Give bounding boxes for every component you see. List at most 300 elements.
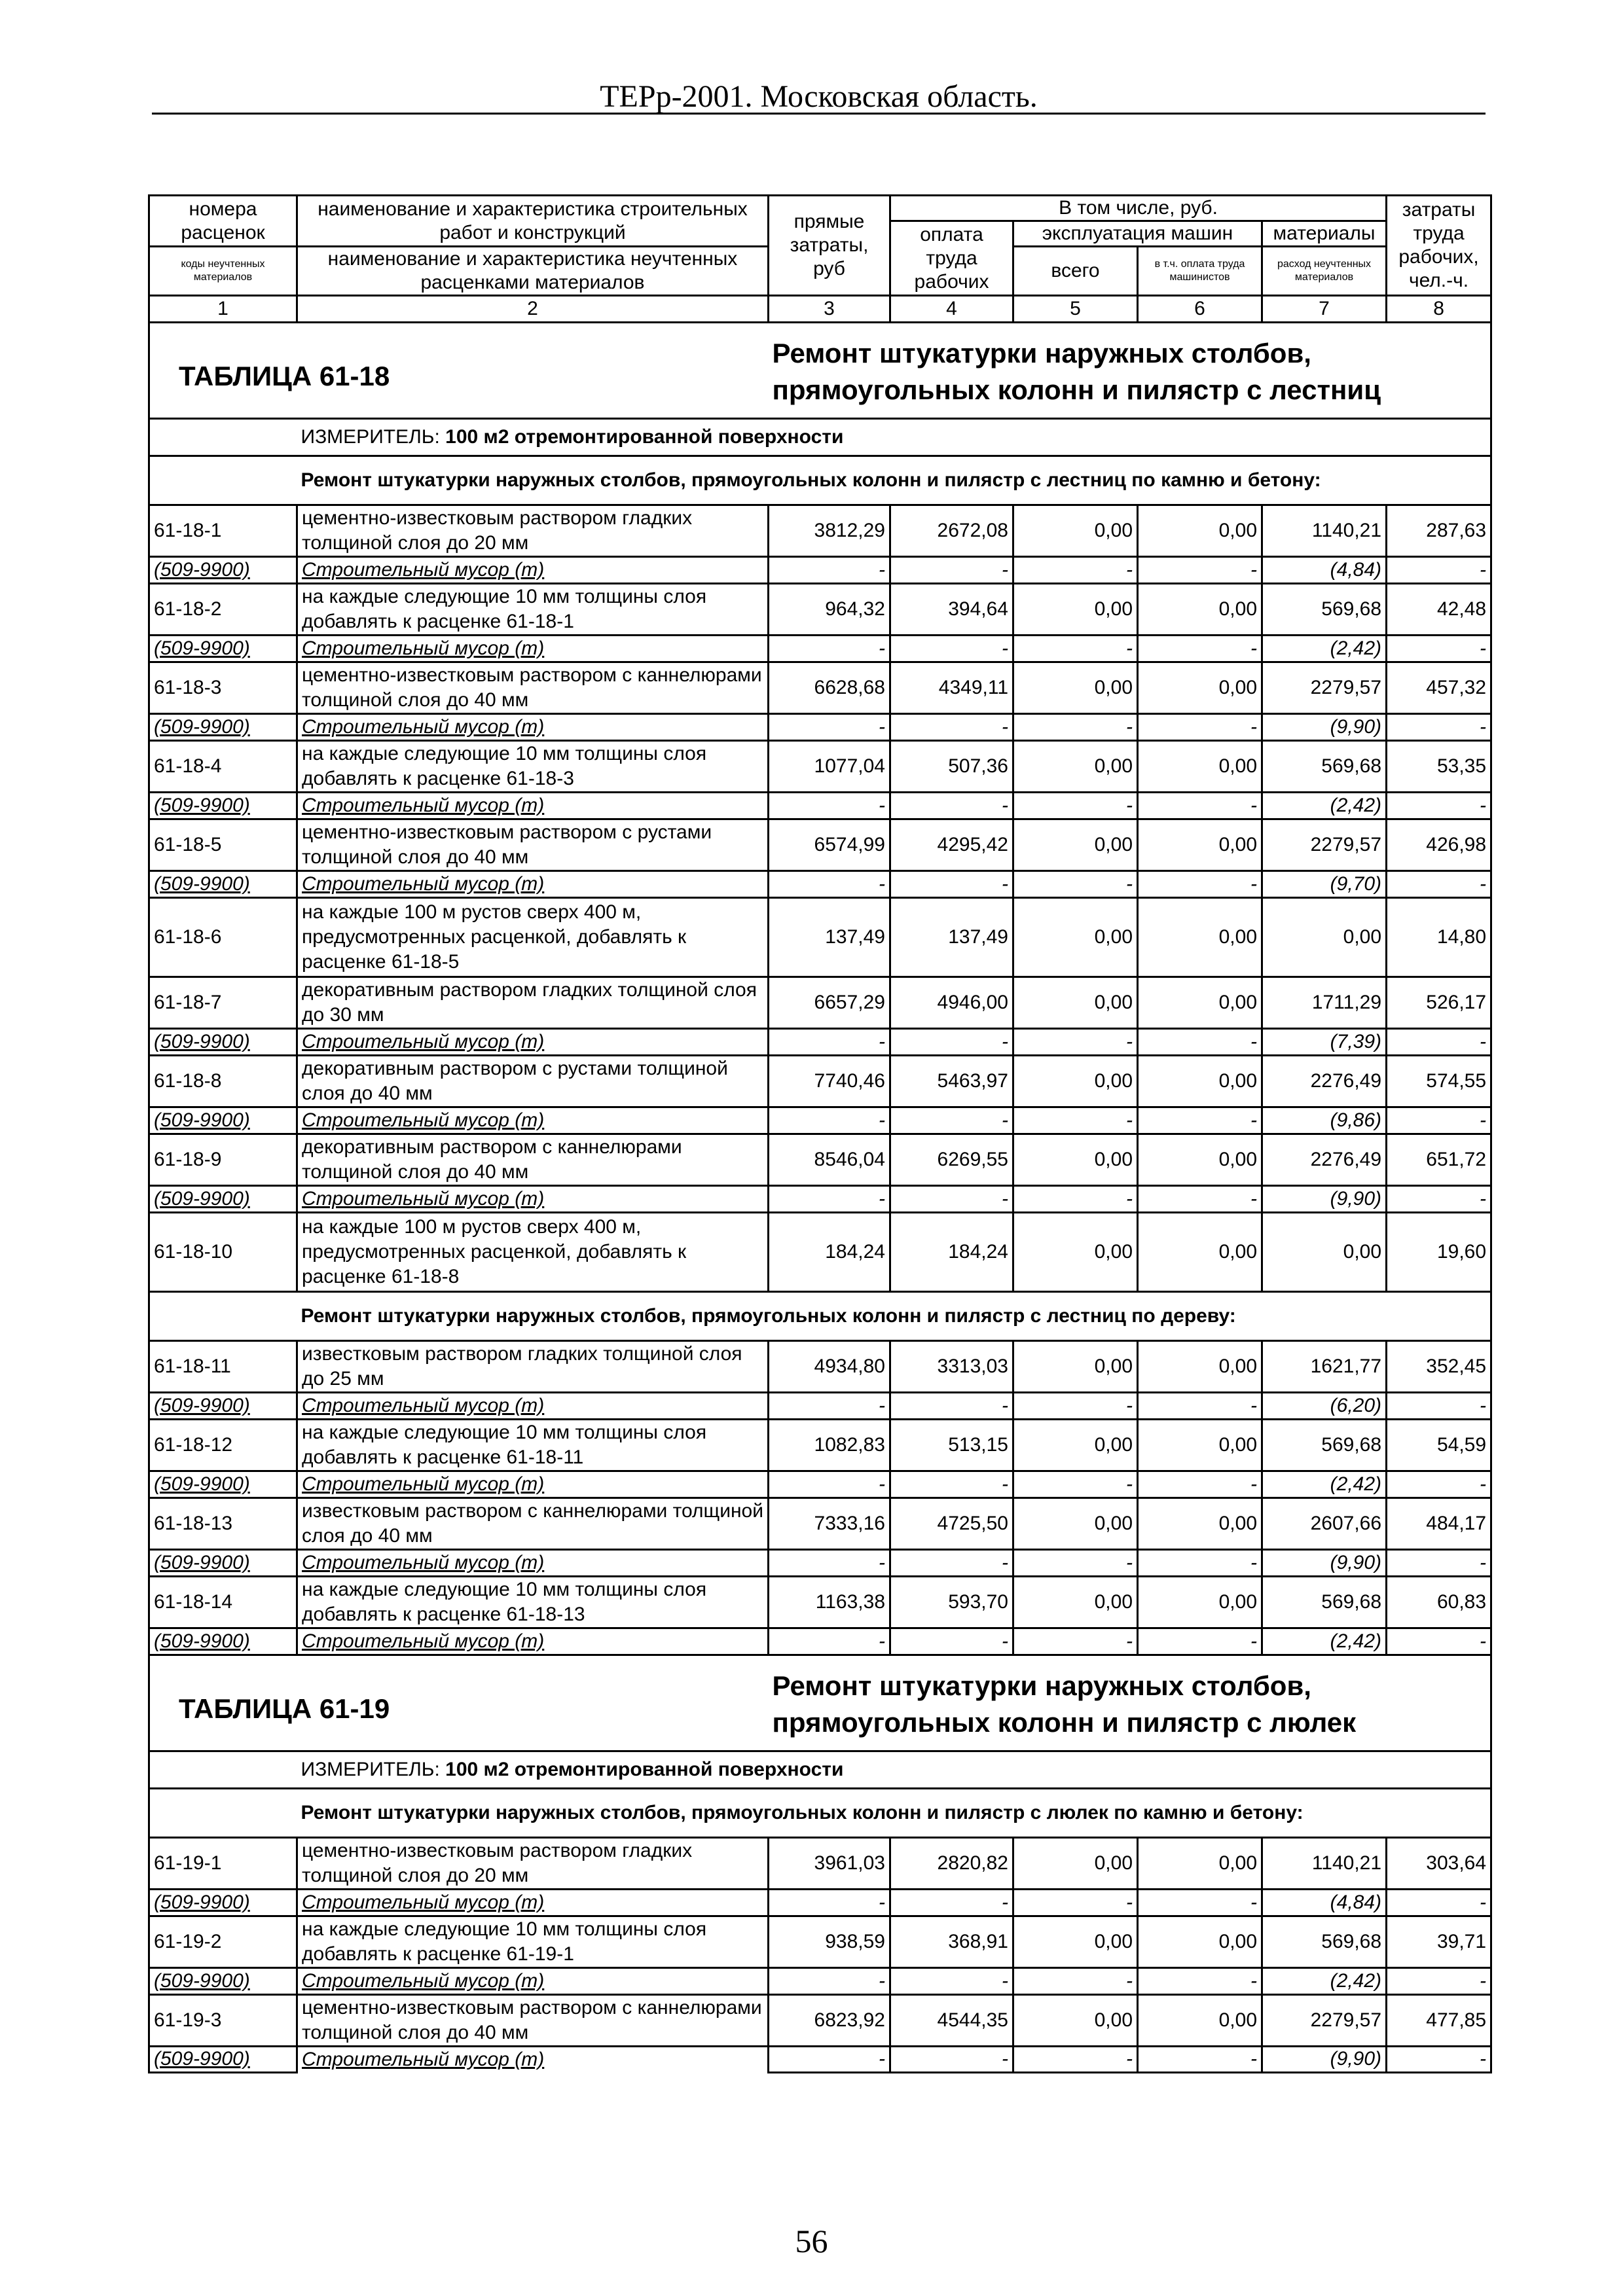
rate-name: на каждые следующие 10 мм толщины слоя добавлять к расценке 61-18-13 [297, 1577, 769, 1628]
measure-value: 100 м2 отремонтированной поверхности [445, 426, 844, 448]
dash-cell: - [1138, 636, 1262, 662]
labor-hours: 19,60 [1387, 1213, 1491, 1292]
rate-row [149, 1056, 1491, 1107]
material-row [149, 636, 1491, 662]
machinist-pay: 0,00 [1138, 819, 1262, 871]
machines-total: 0,00 [1013, 1916, 1138, 1968]
table-number-title: ТАБЛИЦА 61-19 [149, 1655, 769, 1751]
rate-code: 61-18-2 [149, 584, 297, 636]
worker-pay: 4725,50 [890, 1498, 1013, 1550]
header-machinist-pay: в т.ч. оплата труда машинистов [1138, 247, 1262, 296]
rate-row [149, 819, 1491, 871]
group-spacer [149, 1292, 297, 1341]
worker-pay: 137,49 [890, 898, 1013, 977]
dash-cell: - [1013, 714, 1138, 741]
dash-cell: - [1013, 871, 1138, 898]
rate-code: 61-18-1 [149, 505, 297, 557]
material-code: (509-9900) [149, 1471, 297, 1498]
material-name: Строительный мусор (т) [297, 1628, 769, 1655]
material-code: (509-9900) [149, 1550, 297, 1577]
material-name: Строительный мусор (т) [297, 636, 769, 662]
direct-costs: 1163,38 [769, 1577, 890, 1628]
material-name: Строительный мусор (т) [297, 1186, 769, 1213]
dash-cell: - [1013, 1890, 1138, 1916]
dash-cell: - [890, 1471, 1013, 1498]
direct-costs: 6628,68 [769, 662, 890, 714]
labor-hours: 484,17 [1387, 1498, 1491, 1550]
rate-name: цементно-известковым раствором с каннелюрами толщиной слоя до 40 мм [297, 1995, 769, 2047]
rate-code: 61-18-9 [149, 1134, 297, 1186]
rate-row [149, 898, 1491, 977]
group-heading-row [149, 1789, 1491, 1838]
material-code: (509-9900) [149, 1890, 297, 1916]
rate-code: 61-18-11 [149, 1341, 297, 1393]
dash-cell: - [769, 1550, 890, 1577]
dash-cell: - [1013, 1628, 1138, 1655]
rate-row [149, 1995, 1491, 2047]
dash-cell: - [769, 793, 890, 819]
machinist-pay: 0,00 [1138, 741, 1262, 793]
header-including: В том числе, руб. [890, 196, 1387, 221]
page-number: 56 [795, 2223, 828, 2259]
table-number-title: ТАБЛИЦА 61-18 [149, 323, 769, 419]
direct-costs: 137,49 [769, 898, 890, 977]
material-name: Строительный мусор (т) [297, 2047, 769, 2073]
material-usage: (9,90) [1262, 1186, 1387, 1213]
column-numbers-row [149, 296, 1491, 323]
worker-pay: 4544,35 [890, 1995, 1013, 2047]
header-machines: эксплуатация машин [1013, 221, 1262, 247]
header-rate-numbers: номера расценок [149, 196, 297, 247]
materials-cost: 2279,57 [1262, 819, 1387, 871]
dash-cell: - [1387, 1890, 1491, 1916]
worker-pay: 5463,97 [890, 1056, 1013, 1107]
table-header [149, 196, 1491, 323]
direct-costs: 6657,29 [769, 977, 890, 1029]
machinist-pay: 0,00 [1138, 977, 1262, 1029]
dash-cell: - [1387, 2047, 1491, 2073]
column-number: 7 [1262, 296, 1387, 323]
direct-costs: 3961,03 [769, 1838, 890, 1890]
rate-code: 61-19-3 [149, 1995, 297, 2047]
dash-cell: - [890, 1968, 1013, 1995]
labor-hours: 42,48 [1387, 584, 1491, 636]
materials-cost: 569,68 [1262, 1420, 1387, 1471]
rate-code: 61-18-12 [149, 1420, 297, 1471]
machinist-pay: 0,00 [1138, 505, 1262, 557]
table-body [149, 323, 1491, 2073]
material-name: Строительный мусор (т) [297, 871, 769, 898]
header-material-usage: расход неучтенных материалов [1262, 247, 1387, 296]
worker-pay: 4295,42 [890, 819, 1013, 871]
materials-cost: 0,00 [1262, 898, 1387, 977]
dash-cell: - [769, 1968, 890, 1995]
dash-cell: - [890, 2047, 1013, 2073]
rate-row [149, 1577, 1491, 1628]
header-machines-total: всего [1013, 247, 1138, 296]
machines-total: 0,00 [1013, 1134, 1138, 1186]
dash-cell: - [769, 2047, 890, 2073]
machines-total: 0,00 [1013, 1213, 1138, 1292]
material-row [149, 2047, 1491, 2073]
labor-hours: 651,72 [1387, 1134, 1491, 1186]
worker-pay: 368,91 [890, 1916, 1013, 1968]
labor-hours: 287,63 [1387, 505, 1491, 557]
column-number: 4 [890, 296, 1013, 323]
dash-cell: - [1013, 2047, 1138, 2073]
material-row [149, 1550, 1491, 1577]
materials-cost: 1140,21 [1262, 505, 1387, 557]
measure-row [149, 419, 1491, 456]
material-row [149, 1029, 1491, 1056]
dash-cell: - [1138, 1550, 1262, 1577]
dash-cell: - [1387, 1393, 1491, 1420]
rate-row [149, 584, 1491, 636]
material-name: Строительный мусор (т) [297, 714, 769, 741]
dash-cell: - [890, 1107, 1013, 1134]
rate-row [149, 977, 1491, 1029]
direct-costs: 184,24 [769, 1213, 890, 1292]
materials-cost: 2607,66 [1262, 1498, 1387, 1550]
material-usage: (9,90) [1262, 2047, 1387, 2073]
material-usage: (2,42) [1262, 1628, 1387, 1655]
dash-cell: - [1138, 714, 1262, 741]
rate-code: 61-18-5 [149, 819, 297, 871]
measure-value: 100 м2 отремонтированной поверхности [445, 1759, 844, 1780]
material-row [149, 1471, 1491, 1498]
labor-hours: 457,32 [1387, 662, 1491, 714]
header-rule [152, 113, 1486, 115]
dash-cell: - [769, 1107, 890, 1134]
material-usage: (2,42) [1262, 793, 1387, 819]
rate-row [149, 1213, 1491, 1292]
material-row [149, 1890, 1491, 1916]
table-description: Ремонт штукатурки наружных столбов, прямоугольных колонн и пилястр с люлек [769, 1655, 1491, 1751]
machinist-pay: 0,00 [1138, 1995, 1262, 2047]
material-usage: (4,84) [1262, 557, 1387, 584]
worker-pay: 4946,00 [890, 977, 1013, 1029]
rate-name: на каждые следующие 10 мм толщины слоя добавлять к расценке 61-18-3 [297, 741, 769, 793]
dash-cell: - [1138, 2047, 1262, 2073]
dash-cell: - [1013, 793, 1138, 819]
dash-cell: - [1138, 1186, 1262, 1213]
material-usage: (4,84) [1262, 1890, 1387, 1916]
header-worker-pay: оплата труда рабочих [890, 221, 1013, 296]
rate-row [149, 1498, 1491, 1550]
direct-costs: 938,59 [769, 1916, 890, 1968]
column-number: 1 [149, 296, 297, 323]
material-row [149, 1393, 1491, 1420]
rate-name: известковым раствором гладких толщиной слоя до 25 мм [297, 1341, 769, 1393]
rate-name: на каждые 100 м рустов сверх 400 м, предусмотренных расценкой, добавлять к расценке 61-18-5 [297, 898, 769, 977]
dash-cell: - [1138, 1107, 1262, 1134]
dash-cell: - [1387, 1107, 1491, 1134]
material-name: Строительный мусор (т) [297, 793, 769, 819]
group-spacer [149, 1789, 297, 1838]
dash-cell: - [1387, 1968, 1491, 1995]
rate-name: на каждые 100 м рустов сверх 400 м, предусмотренных расценкой, добавлять к расценке 61-18-8 [297, 1213, 769, 1292]
material-row [149, 1628, 1491, 1655]
labor-hours: 53,35 [1387, 741, 1491, 793]
rate-name: цементно-известковым раствором с рустами толщиной слоя до 40 мм [297, 819, 769, 871]
material-usage: (9,70) [1262, 871, 1387, 898]
header-direct-costs: прямые затраты, руб [769, 196, 890, 296]
group-heading: Ремонт штукатурки наружных столбов, прямоугольных колонн и пилястр с люлек по камню и бетону: [297, 1789, 1491, 1838]
rate-code: 61-19-1 [149, 1838, 297, 1890]
worker-pay: 184,24 [890, 1213, 1013, 1292]
dash-cell: - [769, 636, 890, 662]
material-row [149, 557, 1491, 584]
dash-cell: - [1138, 1628, 1262, 1655]
dash-cell: - [769, 1628, 890, 1655]
header-work-name: наименование и характеристика строительных работ и конструкций [297, 196, 769, 247]
machinist-pay: 0,00 [1138, 1420, 1262, 1471]
machinist-pay: 0,00 [1138, 1498, 1262, 1550]
material-code: (509-9900) [149, 1968, 297, 1995]
rate-code: 61-18-4 [149, 741, 297, 793]
machines-total: 0,00 [1013, 977, 1138, 1029]
rate-row [149, 741, 1491, 793]
dash-cell: - [1387, 1471, 1491, 1498]
material-usage: (6,20) [1262, 1393, 1387, 1420]
material-code: (509-9900) [149, 557, 297, 584]
worker-pay: 593,70 [890, 1577, 1013, 1628]
dash-cell: - [1387, 871, 1491, 898]
estimate-table [148, 194, 1492, 2073]
rate-row [149, 662, 1491, 714]
rate-code: 61-19-2 [149, 1916, 297, 1968]
worker-pay: 2820,82 [890, 1838, 1013, 1890]
labor-hours: 14,80 [1387, 898, 1491, 977]
material-code: (509-9900) [149, 1628, 297, 1655]
dash-cell: - [1013, 1186, 1138, 1213]
machines-total: 0,00 [1013, 1056, 1138, 1107]
rate-name: декоративным раствором с каннелюрами толщиной слоя до 40 мм [297, 1134, 769, 1186]
material-usage: (2,42) [1262, 636, 1387, 662]
rate-name: цементно-известковым раствором с каннелюрами толщиной слоя до 40 мм [297, 662, 769, 714]
direct-costs: 7333,16 [769, 1498, 890, 1550]
dash-cell: - [1013, 1968, 1138, 1995]
group-heading-row [149, 456, 1491, 505]
rate-code: 61-18-8 [149, 1056, 297, 1107]
group-heading-row [149, 1292, 1491, 1341]
materials-cost: 1711,29 [1262, 977, 1387, 1029]
dash-cell: - [1138, 871, 1262, 898]
dash-cell: - [890, 1393, 1013, 1420]
materials-cost: 569,68 [1262, 584, 1387, 636]
measure-label: ИЗМЕРИТЕЛЬ: [301, 426, 446, 448]
machinist-pay: 0,00 [1138, 1056, 1262, 1107]
machinist-pay: 0,00 [1138, 1916, 1262, 1968]
rate-row [149, 1420, 1491, 1471]
column-number: 8 [1387, 296, 1491, 323]
rate-code: 61-18-3 [149, 662, 297, 714]
machines-total: 0,00 [1013, 1498, 1138, 1550]
machinist-pay: 0,00 [1138, 898, 1262, 977]
material-row [149, 871, 1491, 898]
dash-cell: - [769, 1890, 890, 1916]
dash-cell: - [769, 1186, 890, 1213]
dash-cell: - [769, 1029, 890, 1056]
page-header: ТЕРр-2001. Московская область. [600, 79, 1038, 114]
dash-cell: - [890, 714, 1013, 741]
material-code: (509-9900) [149, 1029, 297, 1056]
dash-cell: - [1138, 1471, 1262, 1498]
worker-pay: 513,15 [890, 1420, 1013, 1471]
measure-spacer [149, 419, 297, 456]
machines-total: 0,00 [1013, 505, 1138, 557]
material-name: Строительный мусор (т) [297, 557, 769, 584]
material-usage: (2,42) [1262, 1471, 1387, 1498]
header-material-name: наименование и характеристика неучтенных расценками материалов [297, 247, 769, 296]
materials-cost: 1621,77 [1262, 1341, 1387, 1393]
group-spacer [149, 456, 297, 505]
material-row [149, 714, 1491, 741]
material-row [149, 793, 1491, 819]
material-row [149, 1107, 1491, 1134]
materials-cost: 1140,21 [1262, 1838, 1387, 1890]
direct-costs: 4934,80 [769, 1341, 890, 1393]
labor-hours: 526,17 [1387, 977, 1491, 1029]
rate-row [149, 1916, 1491, 1968]
material-code: (509-9900) [149, 871, 297, 898]
machines-total: 0,00 [1013, 1838, 1138, 1890]
direct-costs: 1077,04 [769, 741, 890, 793]
rate-row [149, 1134, 1491, 1186]
dash-cell: - [890, 636, 1013, 662]
column-number: 2 [297, 296, 769, 323]
labor-hours: 352,45 [1387, 1341, 1491, 1393]
material-row [149, 1968, 1491, 1995]
machinist-pay: 0,00 [1138, 1213, 1262, 1292]
material-usage: (9,90) [1262, 1550, 1387, 1577]
machines-total: 0,00 [1013, 898, 1138, 977]
materials-cost: 569,68 [1262, 1916, 1387, 1968]
dash-cell: - [1013, 1550, 1138, 1577]
table-section-title-row [149, 323, 1491, 419]
material-code: (509-9900) [149, 1186, 297, 1213]
rate-row [149, 1341, 1491, 1393]
dash-cell: - [1138, 1890, 1262, 1916]
machinist-pay: 0,00 [1138, 1341, 1262, 1393]
direct-costs: 1082,83 [769, 1420, 890, 1471]
machinist-pay: 0,00 [1138, 1838, 1262, 1890]
machines-total: 0,00 [1013, 819, 1138, 871]
material-code: (509-9900) [149, 1393, 297, 1420]
rate-row [149, 505, 1491, 557]
rate-name: известковым раствором с каннелюрами толщиной слоя до 40 мм [297, 1498, 769, 1550]
dash-cell: - [1387, 714, 1491, 741]
machines-total: 0,00 [1013, 1420, 1138, 1471]
machinist-pay: 0,00 [1138, 662, 1262, 714]
material-usage: (9,90) [1262, 714, 1387, 741]
rate-name: цементно-известковым раствором гладких толщиной слоя до 20 мм [297, 1838, 769, 1890]
machines-total: 0,00 [1013, 1577, 1138, 1628]
worker-pay: 3313,03 [890, 1341, 1013, 1393]
rate-name: декоративным раствором с рустами толщиной слоя до 40 мм [297, 1056, 769, 1107]
material-name: Строительный мусор (т) [297, 1550, 769, 1577]
rate-row [149, 1838, 1491, 1890]
materials-cost: 0,00 [1262, 1213, 1387, 1292]
worker-pay: 6269,55 [890, 1134, 1013, 1186]
dash-cell: - [1013, 1107, 1138, 1134]
direct-costs: 6823,92 [769, 1995, 890, 2047]
rate-code: 61-18-7 [149, 977, 297, 1029]
rate-name: на каждые следующие 10 мм толщины слоя добавлять к расценке 61-19-1 [297, 1916, 769, 1968]
dash-cell: - [1013, 636, 1138, 662]
dash-cell: - [1387, 636, 1491, 662]
group-heading: Ремонт штукатурки наружных столбов, прямоугольных колонн и пилястр с лестниц по камню и бетону: [297, 456, 1491, 505]
material-code: (509-9900) [149, 2047, 297, 2073]
worker-pay: 507,36 [890, 741, 1013, 793]
machinist-pay: 0,00 [1138, 1134, 1262, 1186]
materials-cost: 2279,57 [1262, 662, 1387, 714]
machines-total: 0,00 [1013, 1995, 1138, 2047]
rate-name: декоративным раствором гладких толщиной слоя до 30 мм [297, 977, 769, 1029]
measure-label: ИЗМЕРИТЕЛЬ: [301, 1759, 446, 1780]
measure-cell [297, 1751, 1491, 1789]
rate-code: 61-18-13 [149, 1498, 297, 1550]
material-usage: (2,42) [1262, 1968, 1387, 1995]
dash-cell: - [1013, 1471, 1138, 1498]
rate-code: 61-18-6 [149, 898, 297, 977]
rate-name: на каждые следующие 10 мм толщины слоя добавлять к расценке 61-18-11 [297, 1420, 769, 1471]
materials-cost: 569,68 [1262, 1577, 1387, 1628]
labor-hours: 477,85 [1387, 1995, 1491, 2047]
measure-row [149, 1751, 1491, 1789]
material-name: Строительный мусор (т) [297, 1890, 769, 1916]
header-materials: материалы [1262, 221, 1387, 247]
dash-cell: - [1138, 1029, 1262, 1056]
table-section-title-row [149, 1655, 1491, 1751]
machines-total: 0,00 [1013, 741, 1138, 793]
direct-costs: 3812,29 [769, 505, 890, 557]
materials-cost: 2276,49 [1262, 1056, 1387, 1107]
labor-hours: 54,59 [1387, 1420, 1491, 1471]
dash-cell: - [890, 793, 1013, 819]
labor-hours: 574,55 [1387, 1056, 1491, 1107]
direct-costs: 6574,99 [769, 819, 890, 871]
machines-total: 0,00 [1013, 662, 1138, 714]
material-name: Строительный мусор (т) [297, 1968, 769, 1995]
group-heading: Ремонт штукатурки наружных столбов, прямоугольных колонн и пилястр с лестниц по дереву: [297, 1292, 1491, 1341]
material-name: Строительный мусор (т) [297, 1471, 769, 1498]
dash-cell: - [769, 871, 890, 898]
measure-cell [297, 419, 1491, 456]
column-number: 6 [1138, 296, 1262, 323]
machinist-pay: 0,00 [1138, 1577, 1262, 1628]
dash-cell: - [890, 1628, 1013, 1655]
dash-cell: - [1387, 793, 1491, 819]
dash-cell: - [890, 1550, 1013, 1577]
materials-cost: 2276,49 [1262, 1134, 1387, 1186]
rate-name: на каждые следующие 10 мм толщины слоя добавлять к расценке 61-18-1 [297, 584, 769, 636]
dash-cell: - [1387, 1550, 1491, 1577]
machines-total: 0,00 [1013, 584, 1138, 636]
material-usage: (9,86) [1262, 1107, 1387, 1134]
rate-name: цементно-известковым раствором гладких толщиной слоя до 20 мм [297, 505, 769, 557]
material-code: (509-9900) [149, 636, 297, 662]
worker-pay: 4349,11 [890, 662, 1013, 714]
rate-code: 61-18-14 [149, 1577, 297, 1628]
machines-total: 0,00 [1013, 1341, 1138, 1393]
measure-spacer [149, 1751, 297, 1789]
dash-cell: - [1138, 793, 1262, 819]
dash-cell: - [1387, 1029, 1491, 1056]
dash-cell: - [769, 1393, 890, 1420]
dash-cell: - [1138, 1968, 1262, 1995]
header-labor-hours: затраты труда рабочих, чел.-ч. [1387, 196, 1491, 296]
